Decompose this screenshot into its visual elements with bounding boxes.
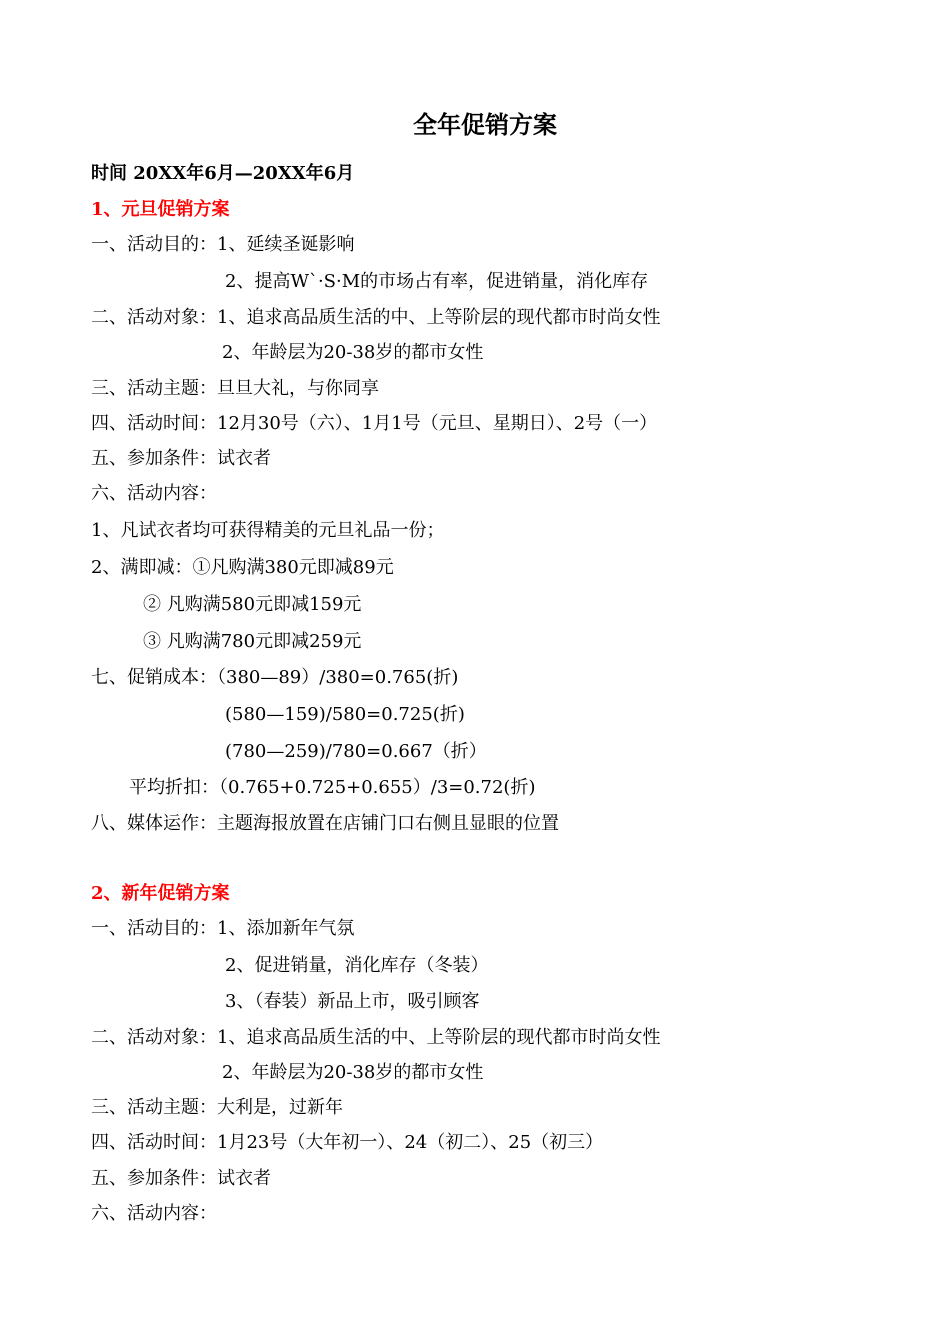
s1-time: 四、活动时间：12月30号（六）、1月1号（元旦、星期日）、2号（一）: [91, 413, 658, 434]
s1-content-label: 六、活动内容：: [91, 483, 217, 504]
s2-content-label: 六、活动内容：: [91, 1203, 217, 1224]
s2-objective-2: 2、促进销量，消化库存（冬装）: [225, 955, 489, 976]
s2-condition: 五、参加条件：试衣者: [91, 1168, 271, 1189]
period-line: 时间 20XX年6月—20XX年6月: [91, 163, 355, 184]
s2-audience-1: 二、活动对象：1、追求高品质生活的中、上等阶层的现代都市时尚女性: [91, 1027, 661, 1048]
s1-theme: 三、活动主题：旦旦大礼，与你同享: [91, 378, 379, 399]
s1-audience-2: 2、年龄层为20-38岁的都市女性: [222, 342, 484, 363]
s1-objective-1: 一、活动目的：1、延续圣诞影响: [91, 234, 355, 255]
s1-media: 八、媒体运作：主题海报放置在店铺门口右侧且显眼的位置: [91, 813, 559, 834]
s2-objective-1: 一、活动目的：1、添加新年气氛: [91, 918, 355, 939]
s1-average-discount: 平均折扣：（0.765+0.725+0.655）/3=0.72(折): [129, 777, 536, 798]
s2-theme: 三、活动主题：大利是，过新年: [91, 1097, 343, 1118]
s1-content-2c: ③ 凡购满780元即减259元: [143, 631, 362, 652]
s1-objective-2: 2、提高W`·S·M的市场占有率，促进销量，消化库存: [225, 271, 649, 292]
section1-heading: 1、元旦促销方案: [91, 199, 230, 220]
s1-content-1: 1、凡试衣者均可获得精美的元旦礼品一份；: [91, 520, 445, 541]
s2-objective-3: 3、（春装）新品上市，吸引顾客: [225, 991, 480, 1012]
s1-cost-1: 七、促销成本：（380—89）/380=0.765(折): [91, 667, 459, 688]
s1-audience-1: 二、活动对象：1、追求高品质生活的中、上等阶层的现代都市时尚女性: [91, 307, 661, 328]
s1-condition: 五、参加条件：试衣者: [91, 448, 271, 469]
document-title: 全年促销方案: [413, 111, 557, 139]
s2-audience-2: 2、年龄层为20-38岁的都市女性: [222, 1062, 484, 1083]
s1-cost-3: (780—259)/780=0.667（折）: [225, 741, 487, 762]
s1-content-2b: ② 凡购满580元即减159元: [143, 594, 362, 615]
s1-cost-2: (580—159)/580=0.725(折): [225, 704, 465, 725]
s2-time: 四、活动时间：1月23号（大年初一）、24（初二）、25（初三）: [91, 1132, 604, 1153]
section2-heading: 2、新年促销方案: [91, 883, 230, 904]
s1-content-2: 2、满即减：①凡购满380元即减89元: [91, 557, 394, 578]
